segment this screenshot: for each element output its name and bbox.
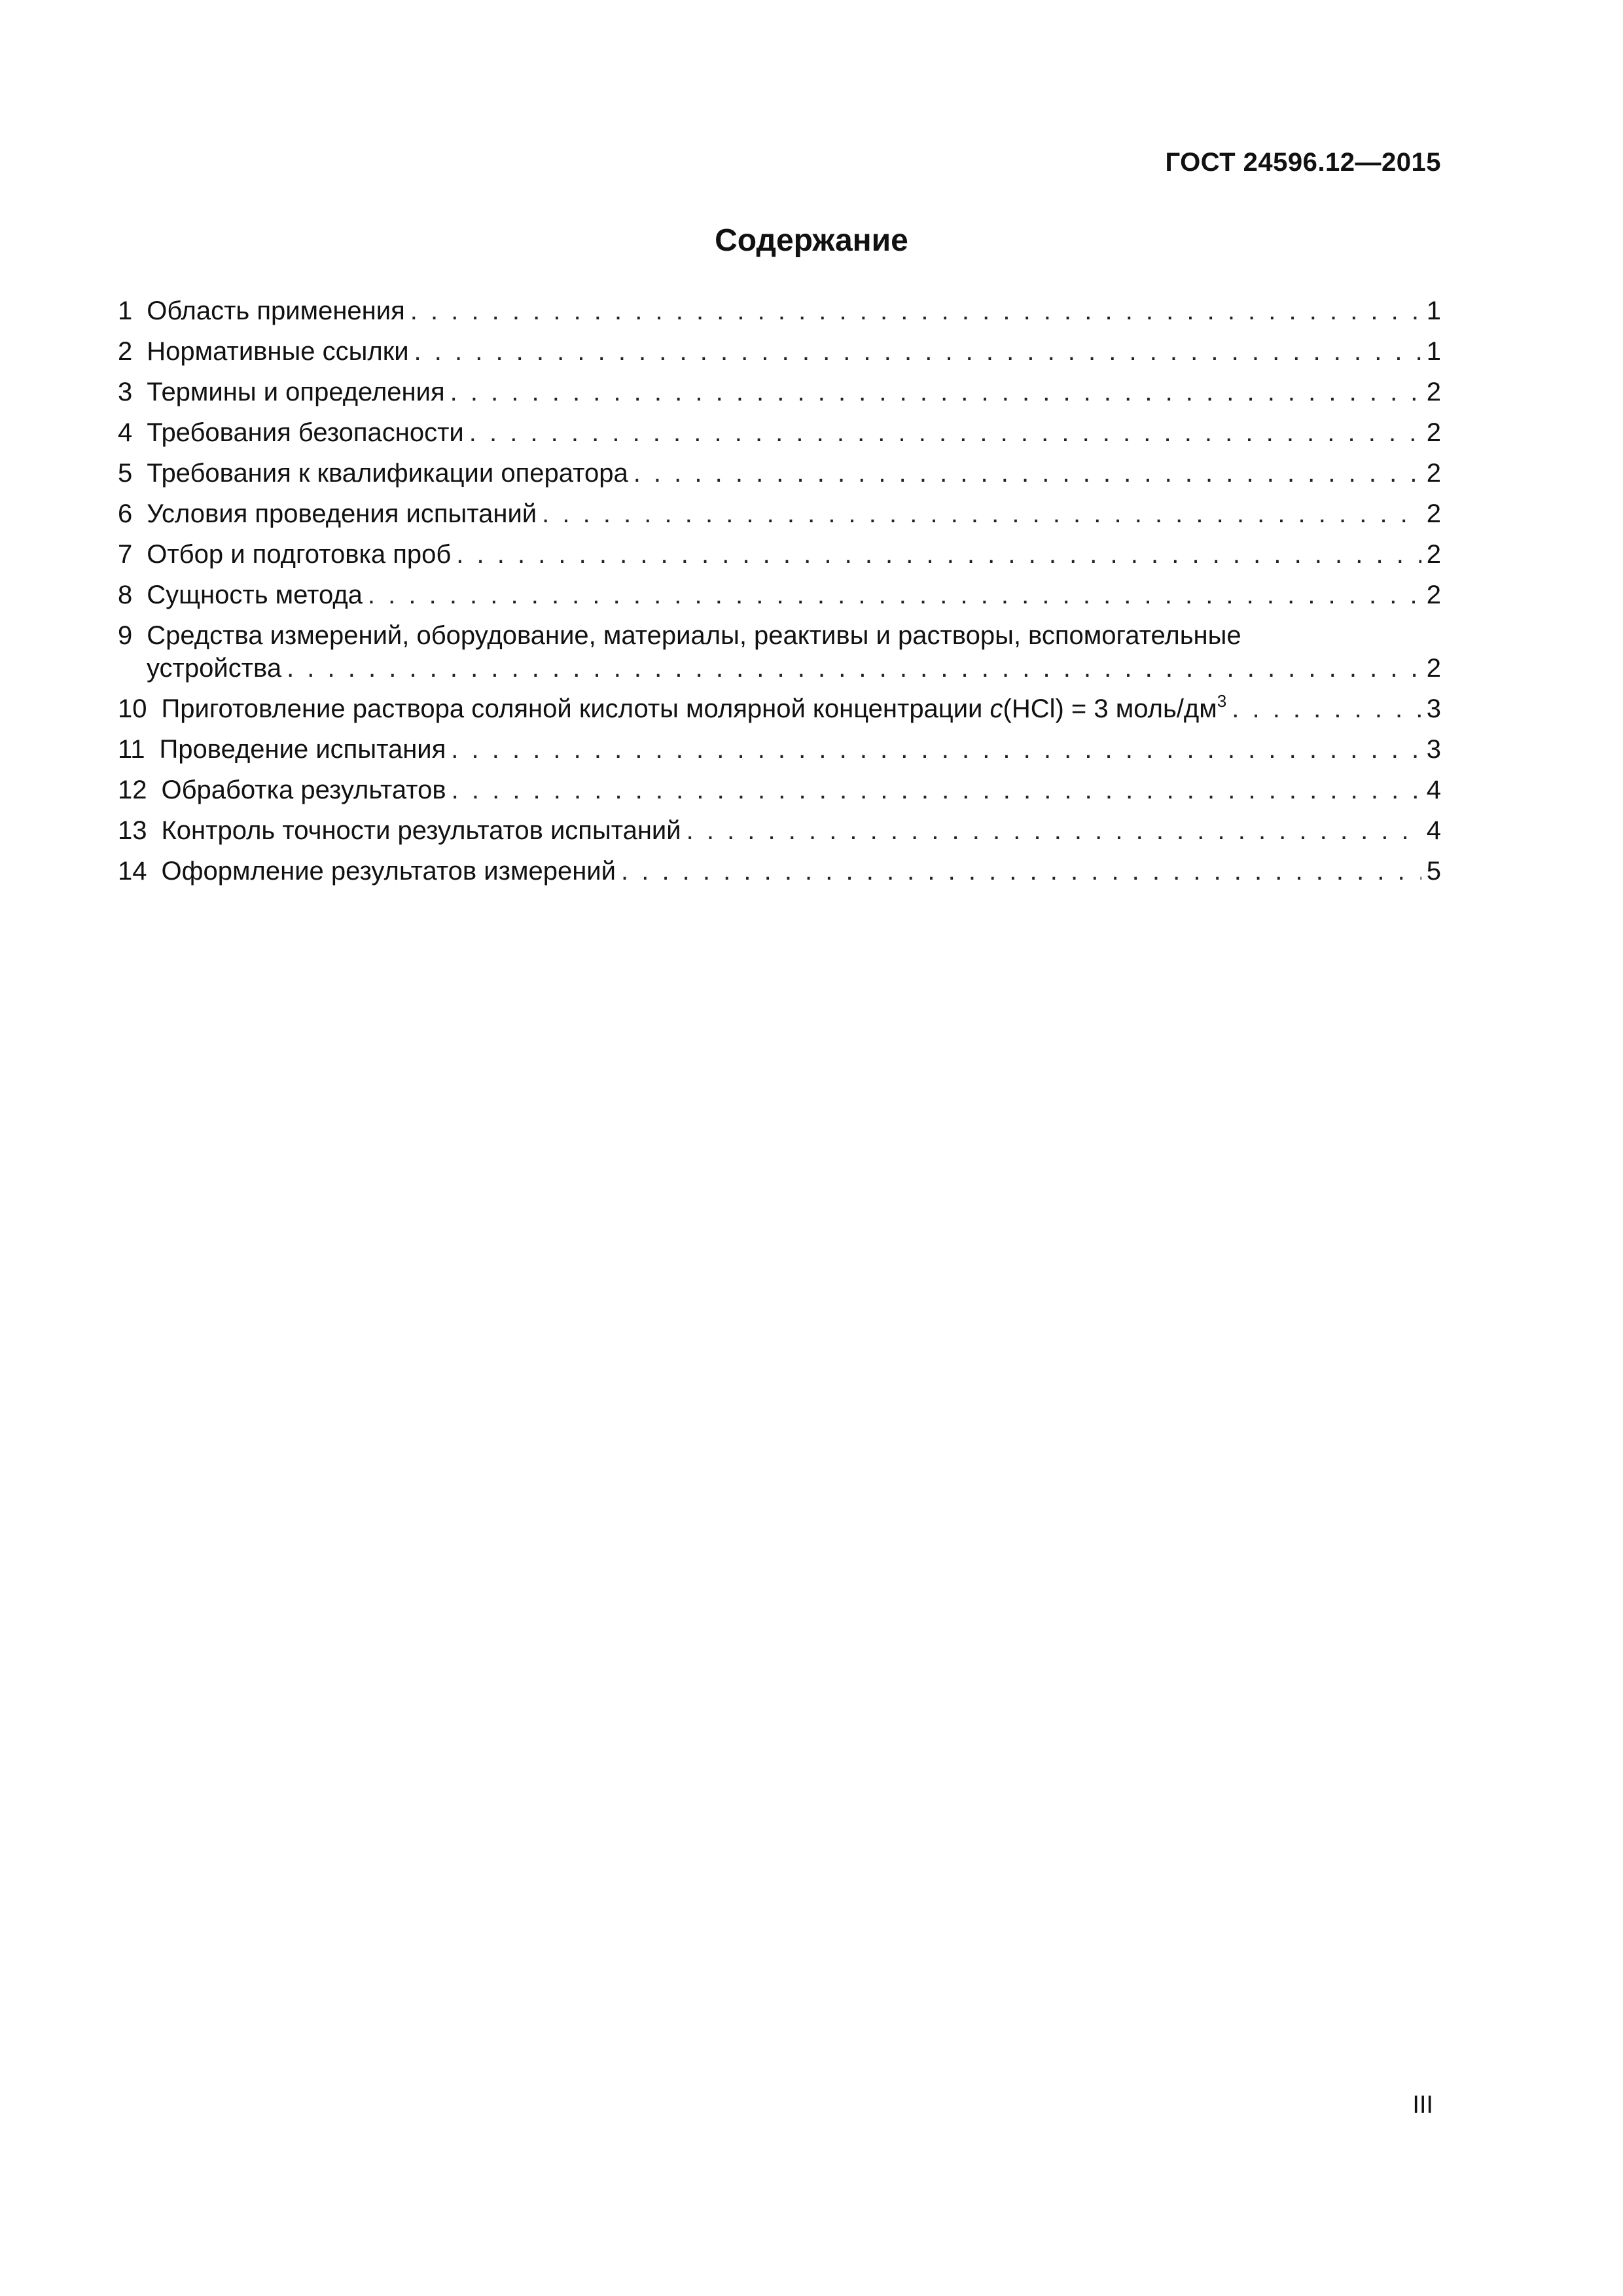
toc-item[interactable] — [118, 416, 1441, 457]
toc-item-number: 12 — [118, 776, 147, 804]
toc-item[interactable] — [118, 579, 1441, 619]
page-number: III — [1412, 2091, 1433, 2119]
toc-item-page: 2 — [1426, 378, 1441, 406]
toc-dot-leader — [452, 774, 1421, 806]
toc-item-page: 3 — [1426, 694, 1441, 723]
toc-item[interactable] — [118, 692, 1441, 733]
formula-variable: c — [990, 694, 1003, 723]
toc-item-page: 3 — [1426, 735, 1441, 764]
toc-dot-leader — [368, 579, 1421, 611]
toc-dot-leader — [450, 376, 1421, 408]
table-of-contents — [118, 295, 1441, 895]
toc-item-label: Требования к квалификации оператора — [147, 459, 628, 488]
toc-item-label: Оформление результатов измерений — [161, 857, 616, 886]
toc-item-page: 2 — [1426, 654, 1441, 683]
toc-item-number: 5 — [118, 459, 133, 488]
toc-dot-leader — [687, 814, 1421, 847]
toc-item-label: Область применения — [147, 296, 405, 325]
toc-item-label: Термины и определения — [147, 378, 445, 406]
toc-item-label: Обработка результатов — [161, 776, 446, 804]
toc-dot-leader — [621, 855, 1421, 888]
superscript: 3 — [1217, 692, 1227, 711]
toc-dot-leader — [287, 652, 1421, 685]
toc-dot-leader — [451, 733, 1421, 766]
toc-item-number: 14 — [118, 857, 147, 886]
toc-item-page: 2 — [1426, 581, 1441, 609]
toc-item[interactable] — [118, 855, 1441, 895]
toc-item-label — [162, 692, 1227, 725]
toc-item-label-continued: устройства — [147, 654, 282, 683]
toc-item[interactable] — [118, 295, 1441, 335]
toc-item[interactable] — [118, 457, 1441, 497]
toc-item-page: 2 — [1426, 540, 1441, 569]
toc-item-number: 4 — [118, 418, 133, 447]
toc-item-page: 4 — [1426, 776, 1441, 804]
toc-dot-leader — [456, 538, 1421, 571]
toc-item-number: 2 — [118, 337, 133, 366]
toc-item-label: Проведение испытания — [159, 735, 446, 764]
toc-item-label: Условия проведения испытаний — [147, 499, 537, 528]
toc-item-label-part: Приготовление раствора соляной кислоты молярной концентрации — [161, 694, 990, 723]
toc-item[interactable] — [118, 774, 1441, 814]
toc-item-page: 1 — [1426, 337, 1441, 366]
toc-item-page: 4 — [1426, 816, 1441, 845]
toc-dot-leader — [414, 335, 1421, 368]
toc-item-number: 11 — [118, 735, 145, 764]
toc-item-page: 2 — [1426, 499, 1441, 528]
toc-item[interactable] — [118, 335, 1441, 376]
toc-item-number: 3 — [118, 378, 133, 406]
toc-item-label: Нормативные ссылки — [147, 337, 409, 366]
toc-item[interactable] — [118, 619, 1441, 692]
toc-item-label-part: (HCl) = 3 моль/дм — [1003, 694, 1217, 723]
toc-item[interactable] — [118, 814, 1441, 855]
toc-item-label: Средства измерений, оборудование, материалы, реактивы и растворы, вспомогательные — [147, 621, 1241, 650]
toc-heading: Содержание — [715, 223, 908, 258]
toc-item[interactable] — [118, 497, 1441, 538]
toc-dot-leader — [542, 497, 1421, 530]
toc-dot-leader — [633, 457, 1421, 490]
toc-dot-leader — [469, 416, 1421, 449]
toc-item[interactable] — [118, 733, 1441, 774]
toc-item-page: 2 — [1426, 418, 1441, 447]
toc-item-number: 13 — [118, 816, 147, 845]
toc-item-number: 1 — [118, 296, 133, 325]
toc-item-number: 10 — [118, 694, 147, 723]
toc-item-number: 8 — [118, 581, 133, 609]
toc-item-number: 6 — [118, 499, 133, 528]
toc-item-page: 2 — [1426, 459, 1441, 488]
toc-item[interactable] — [118, 376, 1441, 416]
toc-dot-leader — [1232, 692, 1421, 725]
document-code: ГОСТ 24596.12—2015 — [1165, 148, 1441, 177]
toc-item-page: 1 — [1426, 296, 1441, 325]
toc-item-label: Отбор и подготовка проб — [147, 540, 452, 569]
toc-item-label: Сущность метода — [147, 581, 363, 609]
toc-dot-leader — [410, 295, 1421, 327]
toc-item-number: 7 — [118, 540, 133, 569]
toc-item-label: Контроль точности результатов испытаний — [161, 816, 681, 845]
toc-item-label: Требования безопасности — [147, 418, 464, 447]
toc-item-page: 5 — [1426, 857, 1441, 886]
toc-item-number: 9 — [118, 621, 133, 650]
toc-item[interactable] — [118, 538, 1441, 579]
